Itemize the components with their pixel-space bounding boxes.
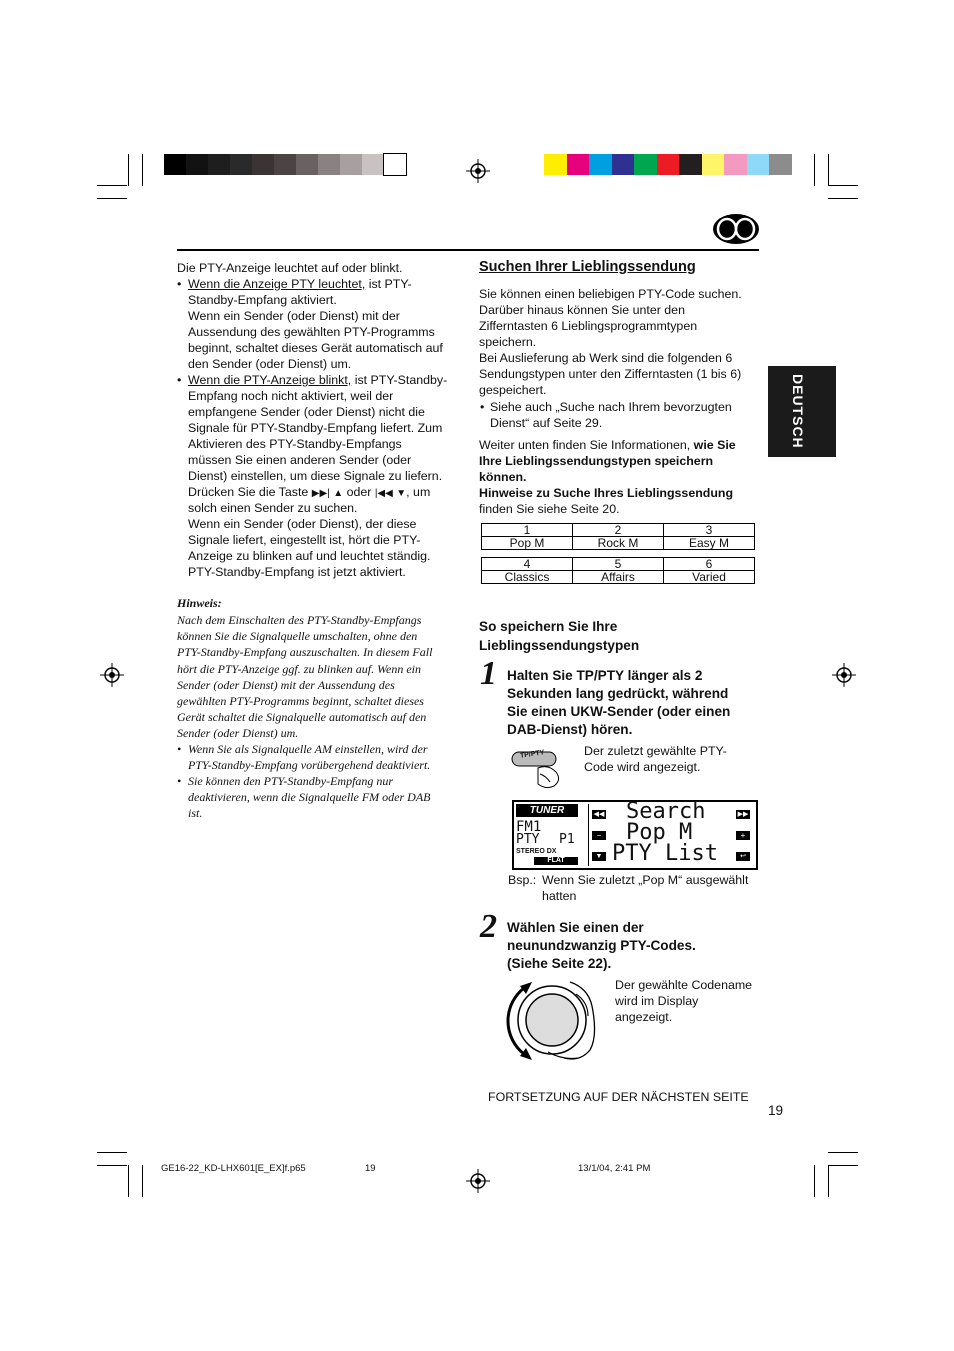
- subsection-title-line: So speichern Sie Ihre: [479, 619, 618, 634]
- table-cell: 6: [664, 558, 755, 571]
- crop-mark: [128, 1165, 129, 1197]
- hinweis-line: PTY-Standby-Empfang auszuschalten. In diesem Fall: [177, 645, 433, 660]
- lcd-minus-icon: −: [592, 831, 606, 840]
- step-2-line: Wählen Sie einen der: [507, 920, 644, 935]
- crop-mark: [142, 1165, 143, 1197]
- info-line-1: [479, 437, 736, 453]
- lcd-divider: [588, 804, 589, 866]
- crop-mark: [97, 198, 127, 199]
- crop-mark: [828, 154, 829, 186]
- lcd-flat: FLAT: [534, 857, 578, 865]
- bullet-pty-blink-text: ist PTY-Standby-: [351, 373, 448, 387]
- crop-mark: [97, 1165, 127, 1166]
- table-cell: 3: [664, 524, 755, 537]
- hinweis-bullet-line: PTY-Standby-Empfang vorübergehend deaktiviert.: [188, 758, 431, 773]
- color-swatch: [634, 154, 657, 175]
- color-swatch: [186, 154, 208, 175]
- hinweis-bullet-line: Sie können den PTY-Standby-Empfang nur: [188, 774, 394, 788]
- lcd-tuner-label: TUNER: [516, 804, 578, 817]
- step-2-line: (Siehe Seite 22).: [507, 956, 612, 971]
- registration-mark-icon: [832, 663, 856, 687]
- preset-table-1: [481, 523, 755, 550]
- lcd-display: [512, 800, 758, 870]
- crop-mark: [828, 1165, 829, 1197]
- intro-line: gespeichert.: [479, 383, 547, 397]
- step-2-note: [615, 977, 752, 1025]
- bullet-dot: •: [480, 400, 485, 414]
- crop-mark: [97, 1152, 127, 1153]
- table-cell: 5: [573, 558, 664, 571]
- intro-text: Die PTY-Anzeige leuchtet auf oder blinkt.: [177, 261, 403, 275]
- step-1-note-line: Code wird angezeigt.: [584, 760, 701, 774]
- body-line: solch einen Sender zu suchen.: [188, 501, 358, 515]
- up-arrow-icon: ▲: [333, 488, 344, 499]
- color-swatch: [702, 154, 725, 175]
- lcd-pty: PTY: [516, 832, 540, 847]
- body-line: Aktivieren des PTY-Standby-Empfangs: [188, 437, 402, 451]
- hinweis-bullet-line: ist.: [188, 806, 203, 821]
- table-cell: 4: [482, 558, 573, 571]
- body-line: Signale liefert, eingestellt ist, hört die PTY-: [188, 533, 421, 547]
- info-line-3: können.: [479, 470, 527, 484]
- taste-text-a: Drücken Sie die Taste: [188, 485, 309, 499]
- color-swatch: [589, 154, 612, 175]
- table-cell: Pop M: [482, 537, 573, 550]
- hinweis-line: Nach dem Einschalten des PTY-Standby-Empfangs: [177, 613, 422, 627]
- color-swatch: [567, 154, 590, 175]
- color-swatch: [612, 154, 635, 175]
- body-line: Signale für PTY-Standby-Empfang liefert. Zum: [188, 421, 443, 435]
- step-1-note: [584, 743, 727, 775]
- footer-date: 13/1/04, 2:41 PM: [578, 1163, 651, 1174]
- color-swatch: [679, 154, 702, 175]
- lcd-down-icon: ▼: [592, 852, 606, 861]
- table-row: [482, 558, 755, 571]
- language-tab-label: DEUTSCH: [790, 374, 806, 449]
- table-cell: Varied: [664, 571, 755, 584]
- color-swatch: [384, 154, 406, 175]
- lcd-next-icon: ▶▶: [737, 811, 749, 818]
- registration-mark-icon: [100, 663, 124, 687]
- lcd-line-1: Search: [626, 799, 706, 824]
- next-arrow-icon: ▶▶|: [311, 488, 330, 499]
- color-swatch: [544, 154, 567, 175]
- body-line: Dienst) einstellen, um diese Signale zu liefern.: [188, 469, 443, 483]
- crop-mark: [828, 1152, 858, 1153]
- step-1-line: Halten Sie TP/PTY länger als 2: [507, 668, 703, 683]
- step-2-note-line: angezeigt.: [615, 1010, 673, 1024]
- crop-mark: [828, 185, 858, 186]
- body-line: den Sender (oder Dienst) um.: [188, 357, 352, 371]
- hinweis-bullet-line: deaktivieren, wenn die Signalquelle FM oder DAB: [188, 790, 431, 805]
- step-1-line: Sekunden lang gedrückt, während: [507, 686, 729, 701]
- color-swatch: [747, 154, 770, 175]
- info-line-5: finden Sie siehe Seite 20.: [479, 502, 620, 516]
- preset-table-2: [481, 557, 755, 584]
- color-swatch: [318, 154, 340, 175]
- body-line: Empfang noch nicht aktiviert, weil der: [188, 389, 394, 403]
- bullet-pty-blink: [188, 372, 447, 388]
- table-row: [482, 537, 755, 550]
- color-swatch: [362, 154, 384, 175]
- bullet-dot: •: [177, 774, 182, 788]
- step-1-number: 1: [480, 655, 497, 692]
- color-swatch: [164, 154, 186, 175]
- step-2-number: 2: [480, 908, 497, 945]
- intro-line: Zifferntasten 6 Lieblingsprogrammtypen: [479, 319, 698, 333]
- color-swatch: [724, 154, 747, 175]
- info-line-2: Ihre Lieblingssendungstypen speichern: [479, 454, 714, 468]
- bullet-pty-lit-lead: Wenn die Anzeige PTY leuchtet,: [188, 277, 366, 291]
- hinweis-line: hört die PTY-Anzeige ggf. zu blinken auf. Wenn ein: [177, 661, 421, 676]
- page-number: 19: [768, 1103, 784, 1118]
- table-cell: Affairs: [573, 571, 664, 584]
- subsection-title: [479, 617, 639, 655]
- lcd-line-2: Pop M: [626, 820, 693, 845]
- lcd-line-3: PTY List: [612, 841, 718, 866]
- disc-logo-icon: [712, 213, 760, 245]
- crop-mark: [828, 198, 858, 199]
- body-line: Anzeige zu blinken auf und leuchtet ständig.: [188, 549, 431, 563]
- color-swatch: [208, 154, 230, 175]
- footer-page: 19: [365, 1163, 376, 1174]
- lcd-prev-icon: ◀◀: [593, 811, 605, 818]
- continued-note: FORTSETZUNG AUF DER NÄCHSTEN SEITE: [488, 1090, 749, 1104]
- crop-mark: [828, 1165, 858, 1166]
- registration-mark-icon: [466, 159, 490, 183]
- crop-mark: [814, 1165, 815, 1197]
- section-title: Suchen Ihrer Lieblingssendung: [479, 259, 696, 275]
- color-swatch: [296, 154, 318, 175]
- table-cell: Easy M: [664, 537, 755, 550]
- color-swatch: [274, 154, 296, 175]
- body-line: Wenn ein Sender (oder Dienst) mit der: [188, 309, 400, 323]
- table-cell: Classics: [482, 571, 573, 584]
- body-line: Aussendung des gewählten PTY-Programms: [188, 325, 435, 339]
- hinweis-title: Hinweis:: [177, 596, 222, 610]
- header-rule: [177, 249, 759, 251]
- color-swatch: [252, 154, 274, 175]
- down-arrow-icon: ▼: [396, 488, 407, 499]
- table-cell: 2: [573, 524, 664, 537]
- example-text-line: Wenn Sie zuletzt „Pop M“ ausgewählt: [542, 873, 749, 887]
- body-line: Standby-Empfang aktiviert.: [188, 293, 337, 307]
- hinweis-line: können Sie die Signalquelle umschalten, ohne den: [177, 629, 418, 644]
- table-cell: 1: [482, 524, 573, 537]
- intro-bullet-line: Dienst“ auf Seite 29.: [490, 416, 603, 430]
- tp-pty-button-label: TP/PTY: [519, 749, 545, 760]
- crop-mark: [142, 154, 143, 186]
- crop-mark: [814, 154, 815, 186]
- color-swatch: [769, 154, 792, 175]
- control-knob-icon: [506, 974, 612, 1068]
- bullet-pty-lit: [188, 276, 412, 292]
- step-2-note-line: Der gewählte Codename: [615, 978, 753, 992]
- lcd-band: FM1: [516, 819, 542, 835]
- lcd-back-icon: ↩: [736, 852, 750, 861]
- color-swatch: [230, 154, 252, 175]
- prev-arrow-icon: |◀◀: [374, 488, 393, 499]
- table-cell: Rock M: [573, 537, 664, 550]
- intro-line: Darüber hinaus können Sie unter den: [479, 303, 685, 317]
- step-2-line: neunundzwanzig PTY-Codes.: [507, 938, 696, 953]
- bullet-dot: •: [177, 373, 182, 387]
- footer-file: GE16-22_KD-LHX601[E_EX]f.p65: [161, 1163, 306, 1174]
- body-line: müssen Sie einen anderen Sender (oder: [188, 453, 412, 467]
- hinweis-line: Gerät schaltet die Signalquelle automatisch auf den: [177, 710, 427, 725]
- hinweis-bullet-line: Wenn Sie als Signalquelle AM einstellen, wird der: [188, 742, 428, 756]
- intro-line: Sendungstypen unter den Zifferntasten (1 bis 6): [479, 367, 742, 381]
- example-text-line: hatten: [542, 889, 577, 903]
- lcd-plus-icon: +: [736, 831, 750, 840]
- intro-line: speichern.: [479, 335, 537, 349]
- crop-mark: [97, 185, 127, 186]
- hinweis-line: Sender (oder Dienst) um.: [177, 726, 299, 741]
- body-line: beginnt, schaltet dieses Gerät automatisch auf: [188, 341, 443, 355]
- color-swatch: [657, 154, 680, 175]
- example-label: Bsp.:: [508, 873, 537, 887]
- lcd-stereo: STEREO DX: [516, 848, 557, 855]
- step-2-note-line: wird im Display: [615, 994, 699, 1008]
- info-line-4: Hinweise zu Suche Ihres Lieblingssendung: [479, 486, 734, 500]
- hinweis-line: Sender (oder Dienst) mit der Aussendung des: [177, 677, 395, 692]
- info-text-b: wie Sie: [690, 438, 736, 452]
- body-line: Wenn ein Sender (oder Dienst), der diese: [188, 517, 417, 531]
- bullet-pty-blink-lead: Wenn die PTY-Anzeige blinkt,: [188, 373, 352, 387]
- hinweis-line: gewählten PTY-Programms beginnt, schaltet dieses: [177, 694, 424, 708]
- body-line: empfangene Sender (oder Dienst) nicht die: [188, 405, 425, 419]
- step-1-line: DAB-Dienst) hören.: [507, 722, 633, 737]
- crop-mark: [128, 154, 129, 186]
- bullet-pty-lit-text: ist PTY-: [365, 277, 412, 291]
- body-line: PTY-Standby-Empfang ist jetzt aktiviert.: [188, 565, 406, 579]
- lcd-preset: P1: [559, 832, 575, 847]
- info-text-a: Weiter unten finden Sie Informationen,: [479, 438, 691, 452]
- intro-bullet-line: Siehe auch „Suche nach Ihrem bevorzugten: [490, 400, 732, 414]
- table-row: [482, 571, 755, 584]
- language-tab: [768, 366, 836, 457]
- bullet-dot: •: [177, 742, 182, 756]
- bullet-dot: •: [177, 277, 182, 291]
- step-1-note-line: Der zuletzt gewählte PTY-: [584, 744, 727, 758]
- step-1-line: Sie einen UKW-Sender (oder einen: [507, 704, 731, 719]
- table-row: [482, 524, 755, 537]
- subsection-title-line: Lieblingssendungstypen: [479, 638, 640, 653]
- color-swatch: [340, 154, 362, 175]
- registration-mark-icon: [466, 1169, 490, 1193]
- taste-text-c: , um: [406, 485, 431, 499]
- taste-text-b: oder: [346, 485, 372, 499]
- intro-line: Bei Auslieferung ab Werk sind die folgenden 6: [479, 351, 733, 365]
- intro-line: Sie können einen beliebigen PTY-Code suchen.: [479, 287, 742, 301]
- example-text: [542, 872, 748, 904]
